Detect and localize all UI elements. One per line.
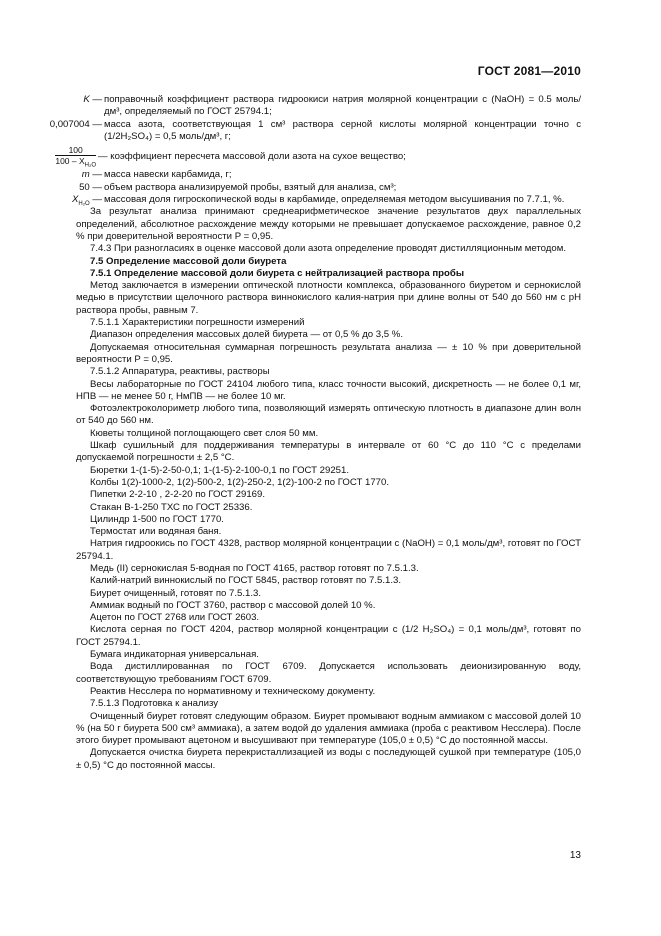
page-number: 13	[569, 850, 581, 861]
definition-text: — коэффициент пересчета массовой доли азота на сухое вещество;	[98, 151, 406, 163]
paragraph: Калий-натрий виннокислый по ГОСТ 5845, раствор готовят по 7.5.1.3.	[90, 575, 402, 587]
definition-item	[71, 194, 581, 207]
definition-item	[79, 181, 581, 194]
definition-item	[83, 94, 581, 119]
paragraph: 7.5.1.1 Характеристики погрешности измерений	[90, 317, 305, 329]
paragraph: 7.5.1.3 Подготовка к анализу	[90, 698, 219, 710]
definition-item	[81, 169, 581, 181]
section-heading: 7.5.1 Определение массовой доли биурета с нейтрализацией раствора пробы	[90, 267, 465, 279]
definition-text: массовая доля гигроскопической воды в карбамиде, определяемая методом высушивания по 7.7.1, %.	[104, 194, 565, 206]
paragraph: Кислота серная по ГОСТ 4204, раствор молярной концентрации c (1/2 H₂SO₄) = 0,1 моль/дм³, готовят по ГОСТ 25794.1.	[76, 624, 581, 648]
section-heading: 7.5 Определение массовой доли биурета	[90, 255, 287, 267]
fraction-denominator: $100 - X_{H_2O}$	[55, 156, 96, 169]
paragraph: Стакан В-1-250 ТХС по ГОСТ 25336.	[90, 501, 253, 513]
fraction-numerator: 100	[55, 145, 96, 156]
fraction-symbol	[55, 145, 98, 171]
document-header: ГОСТ 2081—2010	[477, 64, 581, 78]
definition-symbol: $X_{H_2O}$ —	[71, 194, 102, 207]
paragraph: Медь (II) сернокислая 5-водная по ГОСТ 4165, раствор готовят по 7.5.1.3.	[90, 562, 419, 574]
paragraph: За результат анализа принимают среднеарифметическое значение результатов двух параллельных определений, абсолютное расхождение между которыми не превышает допускаемое расхождение, равное 0,2 % при доверительной вероятности P = 0,95.	[76, 206, 581, 242]
paragraph: Биурет очищенный, готовят по 7.5.1.3.	[90, 587, 262, 599]
paragraph: Цилиндр 1-500 по ГОСТ 1770.	[90, 513, 224, 525]
paragraph: Допускаемая относительная суммарная погрешность результата анализа — ± 10 % при доверительной вероятности P = 0,95.	[76, 341, 581, 365]
paragraph: Весы лабораторные по ГОСТ 24104 любого типа, класс точности высокий, дискретность — не более 0,1 мг, НПВ — не менее 50 г, НмПВ — не более 10 мг.	[76, 378, 581, 402]
paragraph: 7.4.3 При разногласиях в оценке массовой доли азота определение проводят дистилляционным методом.	[90, 243, 566, 255]
definition-symbol: m —	[81, 169, 102, 181]
paragraph: Фотоэлектроколориметр любого типа, позволяющий измерять оптическую плотность в диапазоне длин волн от 540 до 560 нм.	[76, 403, 581, 427]
definition-text: объем раствора анализируемой пробы, взятый для анализа, см³;	[104, 181, 397, 193]
definition-text: поправочный коэффициент раствора гидроокиси натрия молярной концентрации c (NaOH) = 0.5 моль/дм³, определяемый по ГОСТ 25794.1;	[104, 94, 581, 118]
paragraph: Колбы 1(2)-1000-2, 1(2)-500-2, 1(2)-250-2, 1(2)-100-2 по ГОСТ 1770.	[90, 476, 389, 488]
paragraph: Бумага индикаторная универсальная.	[90, 649, 259, 661]
paragraph: Допускается очистка биурета перекристаллизацией из воды с последующей сушкой при температуре (105,0 ± 0,5) °С до постоянной массы.	[76, 747, 581, 771]
paragraph: Шкаф сушильный для поддерживания температуры в интервале от 60 °С до 110 °С с пределами допускаемой погрешности ± 2,5 °С.	[76, 440, 581, 464]
definition-text: масса навески карбамида, г;	[104, 169, 232, 181]
definition-text: масса азота, соответствующая 1 см³ раствора серной кислоты молярной концентрации точно c (1/2H₂SO₄) = 0,5 моль/дм³, г;	[104, 118, 581, 142]
paragraph: Очищенный биурет готовят следующим образом. Биурет промывают водным аммиаком с массовой долей 10 % (на 50 г биурета 500 см³ аммиака), а затем водой до удаления аммиака (проба с реактивом Несслера). После этого биурет промывают ацетоном и высушивают при температуре (105,0 ± 0,5) °С до постоянной массы.	[76, 710, 581, 747]
paragraph: Реактив Несслера по нормативному и техническому документу.	[90, 685, 376, 697]
paragraph: Пипетки 2-2-10 , 2-2-20 по ГОСТ 29169.	[90, 489, 266, 501]
document-body	[49, 94, 581, 772]
paragraph: 7.5.1.2 Аппаратура, реактивы, растворы	[90, 366, 270, 378]
paragraph: Метод заключается в измерении оптической плотности комплекса, образованного биуретом и сернокислой медью в присутствии щелочного раствора виннокислого калия-натрия при длине волны от 540 до 560 нм с pH раствора пробы, равным 7.	[76, 280, 581, 316]
paragraph: Термостат или водяная баня.	[90, 526, 222, 538]
paragraph: Диапазон определения массовых долей биурета — от 0,5 % до 3,5 %.	[90, 329, 403, 341]
definition-symbol: K —	[83, 94, 102, 105]
definition-item	[49, 118, 581, 144]
definition-item	[55, 145, 581, 169]
paragraph: Бюретки 1-(1-5)-2-50-0,1; 1-(1-5)-2-100-0,1 по ГОСТ 29251.	[90, 464, 350, 476]
paragraph: Кюветы толщиной поглощающего свет слоя 50 мм.	[90, 427, 319, 439]
paragraph: Аммиак водный по ГОСТ 3760, раствор с массовой долей 10 %.	[90, 599, 376, 611]
definition-symbol: 0,007004 —	[49, 118, 102, 130]
paragraph: Натрия гидроокись по ГОСТ 4328, раствор молярной концентрации c (NaOH) = 0,1 моль/дм³, готовят по ГОСТ 25794.1.	[76, 538, 581, 562]
paragraph: Ацетон по ГОСТ 2768 или ГОСТ 2603.	[90, 612, 260, 624]
definition-symbol: 50 —	[79, 181, 102, 193]
definitions-list	[49, 94, 581, 207]
paragraph: Вода дистиллированная по ГОСТ 6709. Допускается использовать деионизированную воду, соответствующую требованиям ГОСТ 6709.	[76, 661, 581, 685]
paragraph-list	[76, 206, 581, 772]
